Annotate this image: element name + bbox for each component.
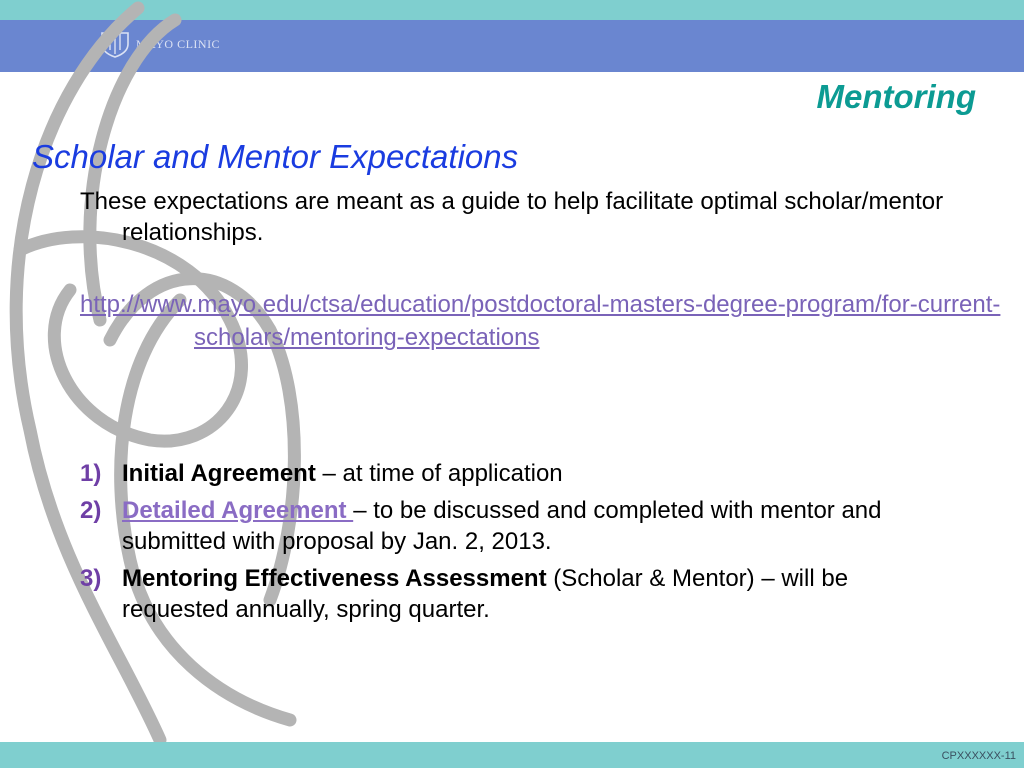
footer-bar <box>0 742 1024 768</box>
detailed-agreement-link[interactable]: Detailed Agreement <box>122 497 354 524</box>
page-title: Mentoring <box>816 78 976 115</box>
list-item <box>80 458 960 489</box>
item-text: – at time of application <box>315 460 563 487</box>
item-number: 2) <box>80 497 102 524</box>
section-subtitle: Scholar and Mentor Expectations <box>32 138 519 175</box>
initial-agreement-label: Initial Agreement <box>122 460 316 487</box>
intro-paragraph: These expectations are meant as a guide to help facilitate optimal scholar/mentor relationships. <box>80 188 944 246</box>
item-text: – to be discussed and completed with mentor and submitted with proposal by Jan. 2, 2013. <box>122 497 882 555</box>
shield-logo-icon <box>100 30 130 58</box>
item-number: 3) <box>80 565 102 592</box>
item-number: 1) <box>80 460 102 487</box>
list-item <box>80 563 960 625</box>
assessment-label: Mentoring Effectiveness Assessment <box>122 565 547 592</box>
list-item <box>80 495 960 557</box>
expectations-link[interactable]: http://www.mayo.edu/ctsa/education/postdoctoral-masters-degree-program/for-current-scholars/mentoring-expectations <box>80 291 1001 351</box>
logo-text: MAYO CLINIC <box>136 36 221 51</box>
mayo-clinic-logo <box>100 30 220 58</box>
header-teal-band <box>0 0 1024 20</box>
item-text: (Scholar & Mentor) – will be requested annually, spring quarter. <box>122 565 849 623</box>
agreement-list <box>80 458 960 631</box>
footer-code: CPXXXXXX-11 <box>941 750 1016 762</box>
